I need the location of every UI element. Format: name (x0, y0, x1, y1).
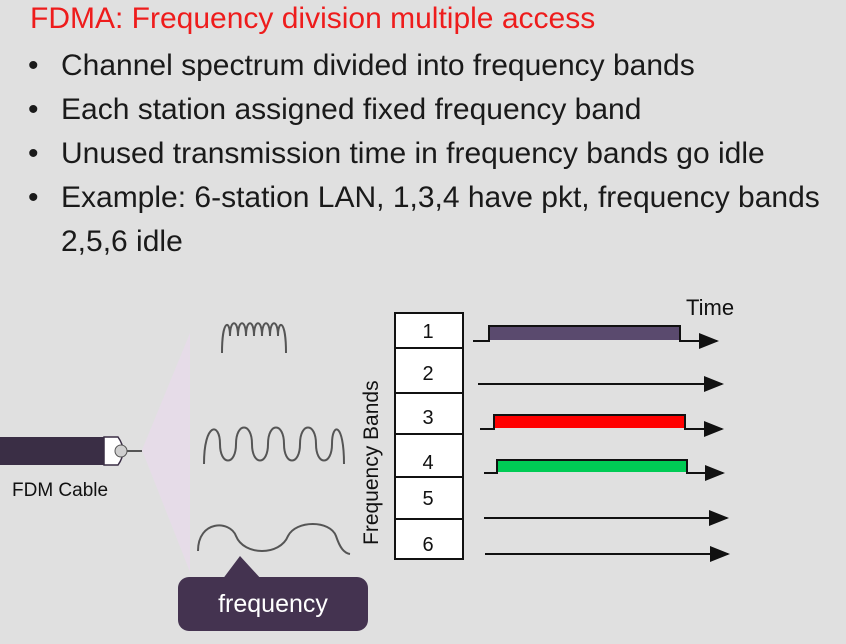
band-number: 4 (422, 452, 434, 474)
bullet-text: Each station assigned fixed frequency band (61, 93, 642, 126)
band-timelines (473, 326, 728, 554)
band-number: 2 (422, 363, 434, 385)
bullet-dot: • (28, 181, 39, 214)
bullet-text: Example: 6-station LAN, 1,3,4 have pkt, frequency bands 2,5,6 idle (61, 181, 820, 258)
slide-title: FDMA: Frequency division multiple access (30, 2, 596, 35)
band-4-packet (498, 461, 686, 472)
frequency-callout (178, 577, 368, 631)
cable-label: FDM Cable (12, 480, 109, 501)
spectrum-cone (142, 333, 190, 572)
band-table (395, 313, 463, 559)
high-frequency-wave-icon (222, 323, 286, 353)
bullet-dot: • (28, 49, 39, 82)
band-3-packet (495, 416, 684, 428)
medium-frequency-wave-icon (204, 428, 344, 465)
band-1-packet (490, 327, 679, 340)
fdm-cable-icon (0, 437, 142, 465)
band-number: 3 (422, 407, 434, 429)
time-label: Time (686, 295, 735, 320)
band-number: 1 (422, 321, 434, 343)
frequency-bands-label: Frequency Bands (360, 380, 383, 545)
frequency-label: frequency (218, 589, 328, 618)
bullet-dot: • (28, 93, 39, 126)
band-number: 5 (422, 488, 434, 510)
bullet-text: Unused transmission time in frequency bands go idle (61, 137, 765, 170)
bullet-dot: • (28, 137, 39, 170)
low-frequency-wave-icon (198, 524, 350, 554)
band-number: 6 (422, 534, 434, 556)
bullet-text: Channel spectrum divided into frequency bands (61, 49, 695, 82)
